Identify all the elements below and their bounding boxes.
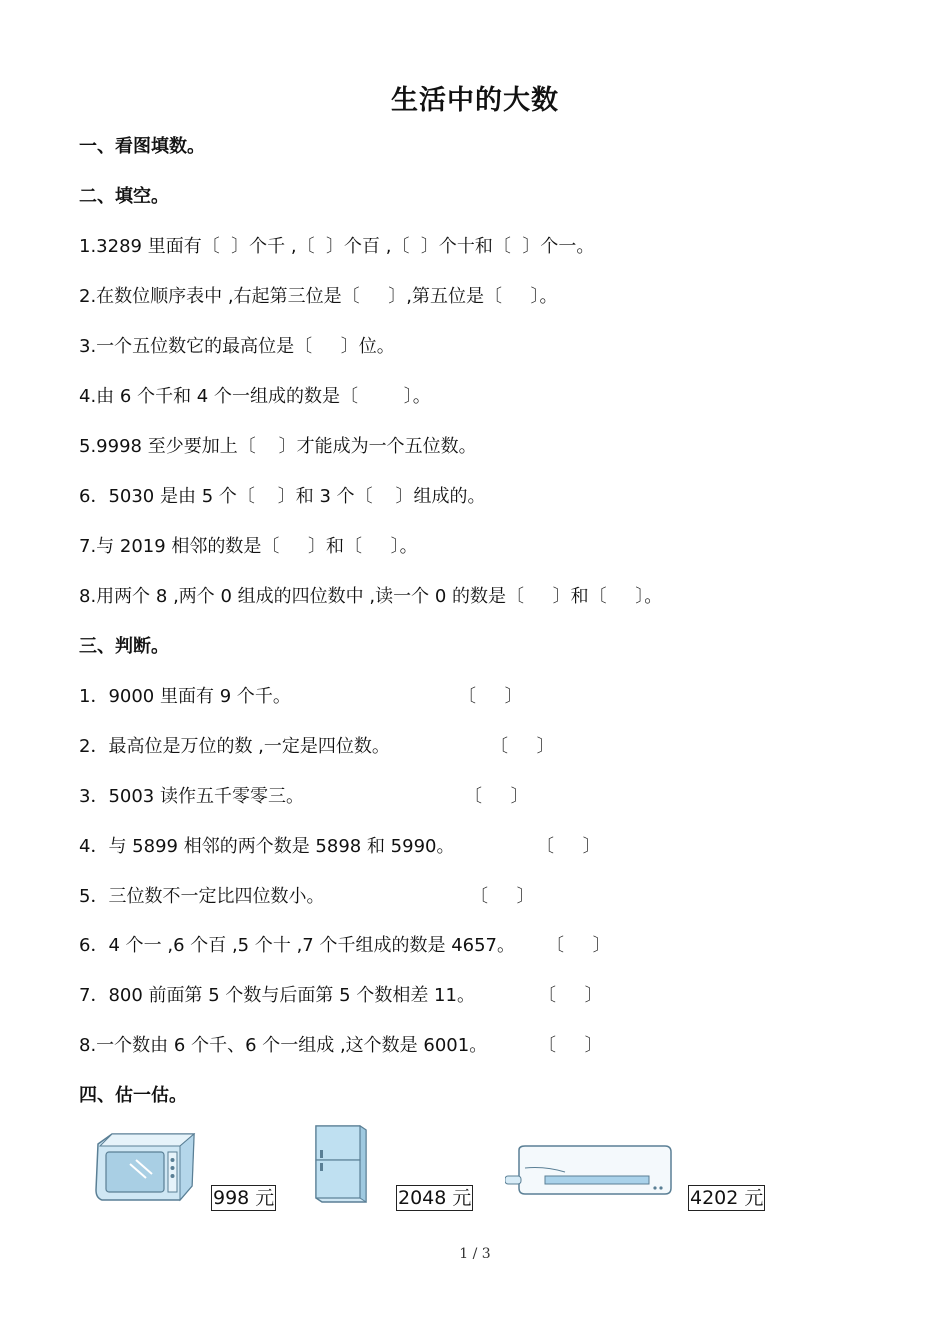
judge-answer-paren-1: 〔 〕	[458, 686, 523, 707]
page-title: 生活中的大数	[391, 85, 559, 116]
fill-item-7: 7.与 2019 相邻的数是〔 〕和〔 〕。	[79, 536, 418, 557]
judge-item-8: 8.一个数由 6 个千、6 个一组成 ,这个数是 6001。	[79, 1035, 488, 1056]
fill-item-6: 6．5030 是由 5 个〔 〕和 3 个〔 〕组成的。	[79, 486, 486, 507]
judge-answer-paren-2: 〔 〕	[490, 736, 555, 757]
judge-item-6: 6．4 个一 ,6 个百 ,5 个十 ,7 个千组成的数是 4657。	[79, 935, 516, 956]
price-tag-1: 998 元	[213, 1187, 275, 1209]
judge-answer-paren-3: 〔 〕	[464, 786, 529, 807]
page-number: 1 / 3	[459, 1246, 491, 1262]
fill-item-2: 2.在数位顺序表中 ,右起第三位是〔 〕,第五位是〔 〕。	[79, 286, 558, 307]
section-heading-1: 一、看图填数。	[79, 136, 205, 157]
judge-item-3: 3．5003 读作五千零零三。	[79, 786, 304, 807]
price-tag-3: 4202 元	[690, 1187, 764, 1209]
judge-answer-paren-6: 〔 〕	[546, 935, 611, 956]
fill-item-1: 1.3289 里面有〔 〕个千 ,〔 〕个百 ,〔 〕个十和〔 〕个一。	[79, 236, 595, 257]
fridge-icon	[312, 1122, 370, 1206]
judge-item-2: 2．最高位是万位的数 ,一定是四位数。	[79, 736, 390, 757]
judge-answer-paren-7: 〔 〕	[538, 985, 603, 1006]
judge-item-7: 7．800 前面第 5 个数与后面第 5 个数相差 11。	[79, 985, 475, 1006]
section-heading-2: 二、填空。	[79, 186, 169, 207]
fill-item-4: 4.由 6 个千和 4 个一组成的数是〔 〕。	[79, 386, 431, 407]
fill-item-5: 5.9998 至少要加上〔 〕才能成为一个五位数。	[79, 436, 477, 457]
air-conditioner-icon	[505, 1144, 673, 1196]
judge-item-5: 5．三位数不一定比四位数小。	[79, 886, 325, 907]
judge-answer-paren-4: 〔 〕	[536, 836, 601, 857]
microwave-icon	[92, 1130, 200, 1206]
section-heading-3: 三、判断。	[79, 636, 169, 657]
judge-item-4: 4．与 5899 相邻的两个数是 5898 和 5990。	[79, 836, 455, 857]
judge-item-1: 1．9000 里面有 9 个千。	[79, 686, 291, 707]
section-heading-4: 四、估一估。	[79, 1085, 187, 1106]
fill-item-8: 8.用两个 8 ,两个 0 组成的四位数中 ,读一个 0 的数是〔 〕和〔 〕。	[79, 586, 663, 607]
price-tag-2: 2048 元	[398, 1187, 472, 1209]
fill-item-3: 3.一个五位数它的最高位是〔 〕位。	[79, 336, 395, 357]
judge-answer-paren-8: 〔 〕	[538, 1035, 603, 1056]
judge-answer-paren-5: 〔 〕	[470, 886, 535, 907]
